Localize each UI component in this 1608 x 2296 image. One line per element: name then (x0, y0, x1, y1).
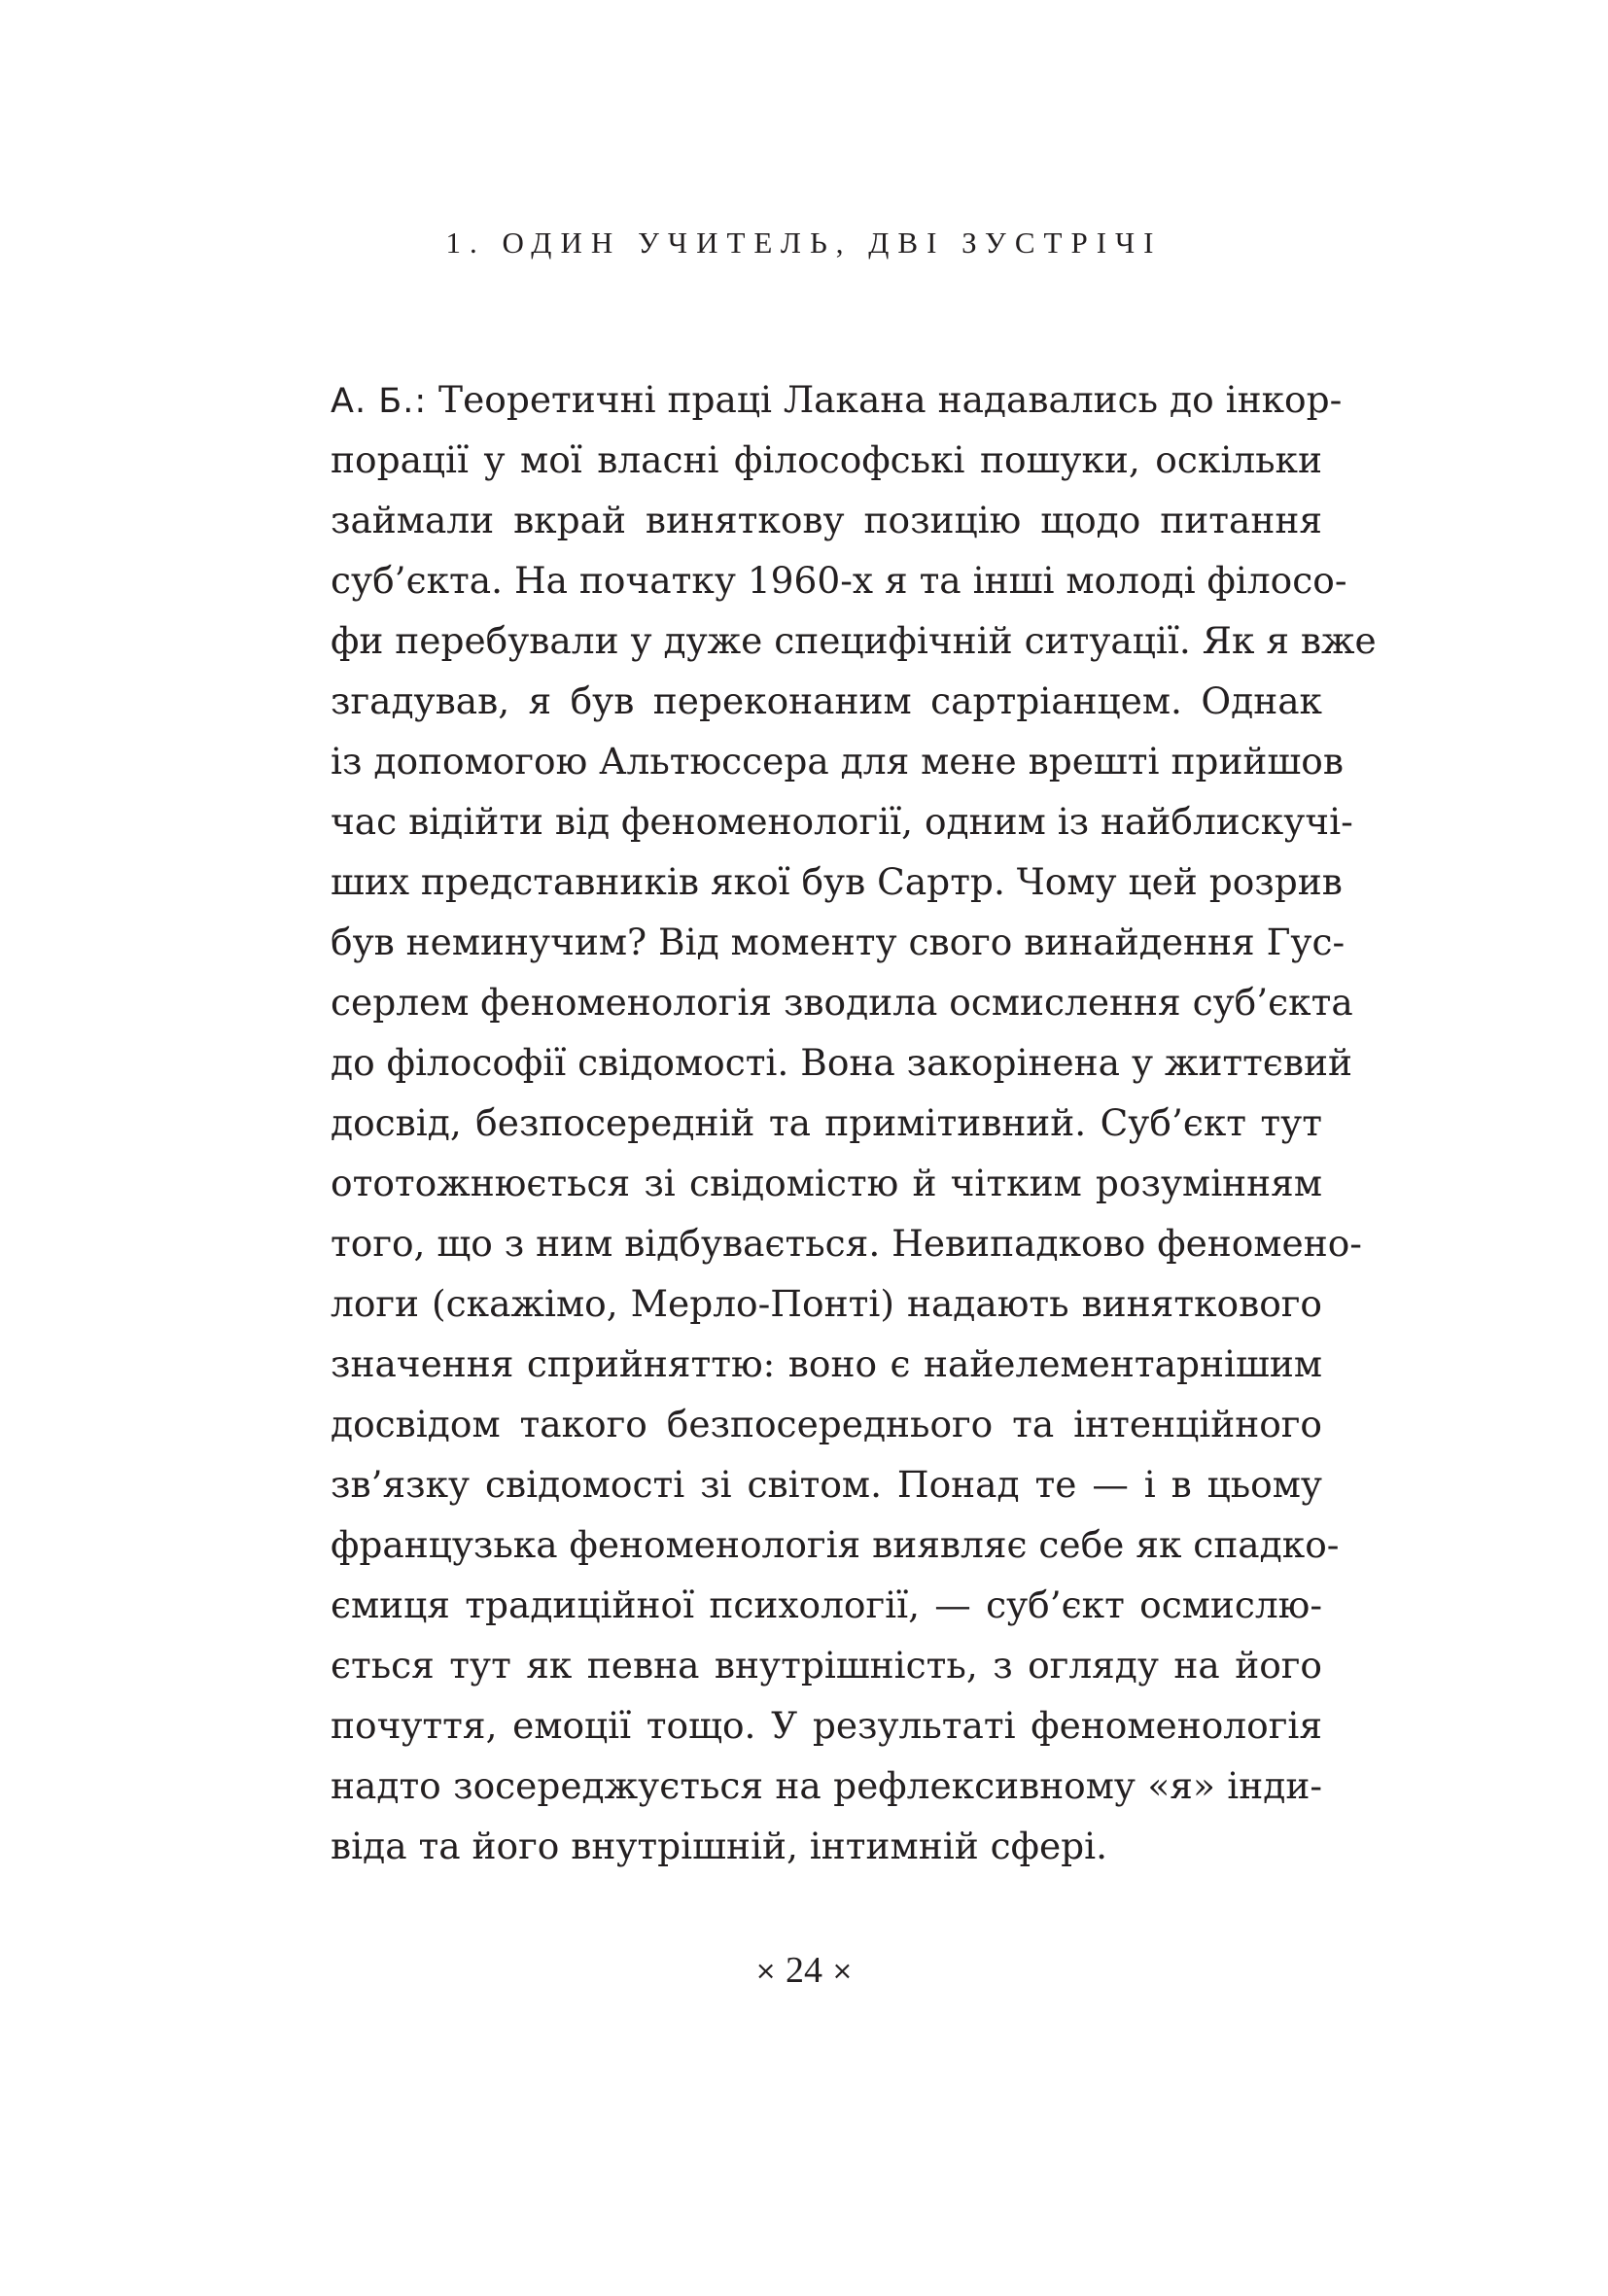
text-line-content: Теоретичні праці Лакана надавались до інкор- (427, 378, 1343, 421)
text-line: ємиця традиційної психології, — суб’єкт осмислю- (331, 1583, 1322, 1626)
text-line: ототожнюється зі свідомістю й чітким розумінням (331, 1162, 1322, 1204)
text-line: серлем феноменологія зводила осмислення суб’єкта (331, 981, 1353, 1024)
text-line: зв’язку свідомості зі світом. Понад те — і в цьому (331, 1463, 1322, 1506)
text-line: досвід, безпосередній та примітивний. Суб’єкт тут (331, 1101, 1322, 1144)
page-number: 24 (786, 1950, 822, 1991)
speaker-colon: : (414, 382, 428, 421)
text-line: французька феноменологія виявляє себе як спадко- (331, 1523, 1340, 1566)
text-line (331, 369, 1343, 430)
running-head: 1. ОДИН УЧИТЕЛЬ, ДВІ ЗУСТРІЧІ (445, 226, 1163, 260)
text-line: фи перебували у дуже специфічній ситуації. Як я вже (331, 619, 1377, 662)
folio-ornament-left-icon: × (754, 1957, 777, 1986)
text-line: віда та його внутрішній, інтимній сфері. (331, 1825, 1108, 1867)
text-line: логи (скажімо, Мерло-Понті) надають виняткового (331, 1282, 1322, 1325)
text-line: досвідом такого безпосереднього та інтенційного (331, 1403, 1322, 1445)
text-line: суб’єкта. На початку 1960-х я та інші молоді філосо- (331, 559, 1347, 602)
speaker-initials: А. Б. (331, 382, 415, 421)
text-line: із допомогою Альтюссера для мене врешті прийшов (331, 740, 1344, 783)
text-line: був неминучим? Від моменту свого винайдення Гус- (331, 921, 1346, 963)
text-line: надто зосереджується на рефлексивному «я» інди- (331, 1764, 1322, 1807)
text-line: порації у мої власні філософські пошуки, оскільки (331, 438, 1322, 481)
page-footer (0, 1949, 1608, 1992)
text-line: займали вкрай виняткову позицію щодо питання (331, 499, 1322, 541)
text-line: згадував, я був переконаним сартріанцем. Однак (331, 679, 1322, 722)
text-line: того, що з ним відбувається. Невипадково феноменo- (331, 1222, 1362, 1265)
text-line: ється тут як певна внутрішність, з огляду на його (331, 1644, 1322, 1687)
text-line: час відійти від феноменології, одним із найблискучі- (331, 800, 1353, 843)
text-line: значення сприйняттю: воно є найелементарнішим (331, 1342, 1322, 1385)
body-paragraph (331, 369, 1377, 1876)
text-line: ших представників якої був Сартр. Чому цей розрив (331, 860, 1343, 903)
folio-ornament-right-icon: × (831, 1957, 854, 1986)
text-line: почуття, емоції тощо. У результаті феноменологія (331, 1704, 1322, 1747)
text-line: до філософії свідомості. Вона закорінена у життєвий (331, 1041, 1353, 1084)
